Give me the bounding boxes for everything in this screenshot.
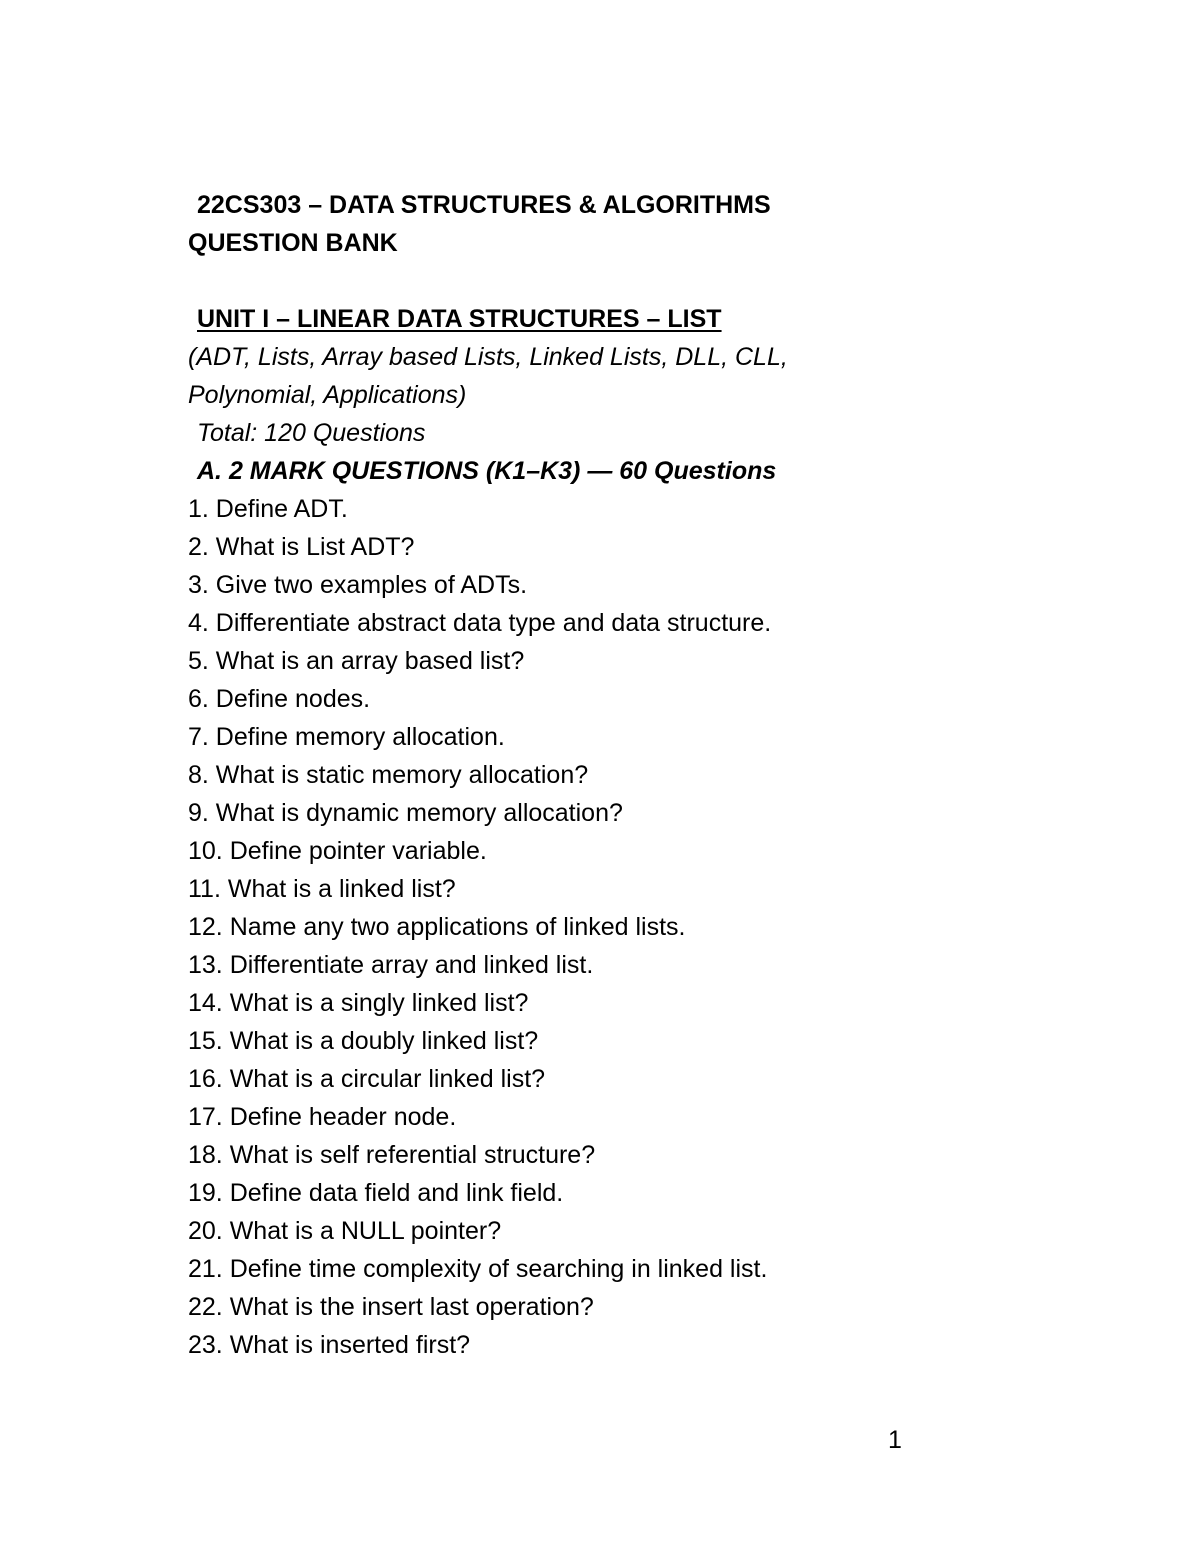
list-item: 19. Define data field and link field. <box>188 1179 564 1207</box>
list-item: 22. What is the insert last operation? <box>188 1293 594 1321</box>
unit-title-line <box>188 300 988 338</box>
blank-line <box>188 262 988 300</box>
list-item: 14. What is a singly linked list? <box>188 989 529 1017</box>
list-item: 10. Define pointer variable. <box>188 837 487 865</box>
page-number: 1 <box>888 1426 902 1454</box>
list-item: 20. What is a NULL pointer? <box>188 1217 502 1245</box>
list-item: 4. Differentiate abstract data type and data structure. <box>188 609 772 637</box>
list-item: 15. What is a doubly linked list? <box>188 1027 539 1055</box>
list-item: 6. Define nodes. <box>188 685 371 713</box>
list-item: 23. What is inserted first? <box>188 1331 471 1359</box>
topics-line-2: Polynomial, Applications) <box>188 381 467 409</box>
total-questions: Total: 120 Questions <box>197 419 426 447</box>
list-item: 17. Define header node. <box>188 1103 457 1131</box>
list-item: 11. What is a linked list? <box>188 875 456 903</box>
list-item: 1. Define ADT. <box>188 495 348 523</box>
list-item: 21. Define time complexity of searching in linked list. <box>188 1255 768 1283</box>
list-item: 8. What is static memory allocation? <box>188 761 589 789</box>
list-item: 3. Give two examples of ADTs. <box>188 571 528 599</box>
topics-line-1: (ADT, Lists, Array based Lists, Linked Lists, DLL, CLL, <box>188 343 788 371</box>
list-item: 12. Name any two applications of linked lists. <box>188 913 686 941</box>
list-item: 18. What is self referential structure? <box>188 1141 596 1169</box>
list-item: 9. What is dynamic memory allocation? <box>188 799 623 827</box>
question-bank-title: QUESTION BANK <box>188 229 398 257</box>
list-item: 2. What is List ADT? <box>188 533 415 561</box>
list-item: 5. What is an array based list? <box>188 647 525 675</box>
list-item: 16. What is a circular linked list? <box>188 1065 546 1093</box>
course-title: 22CS303 – DATA STRUCTURES & ALGORITHMS <box>197 191 771 219</box>
list-item: 7. Define memory allocation. <box>188 723 505 751</box>
list-item: 13. Differentiate array and linked list. <box>188 951 594 979</box>
document-content <box>188 186 988 1364</box>
unit-title: UNIT I – LINEAR DATA STRUCTURES – LIST <box>197 305 722 333</box>
section-heading: A. 2 MARK QUESTIONS (K1–K3) — 60 Questions <box>197 457 777 485</box>
question-list <box>188 490 988 1364</box>
